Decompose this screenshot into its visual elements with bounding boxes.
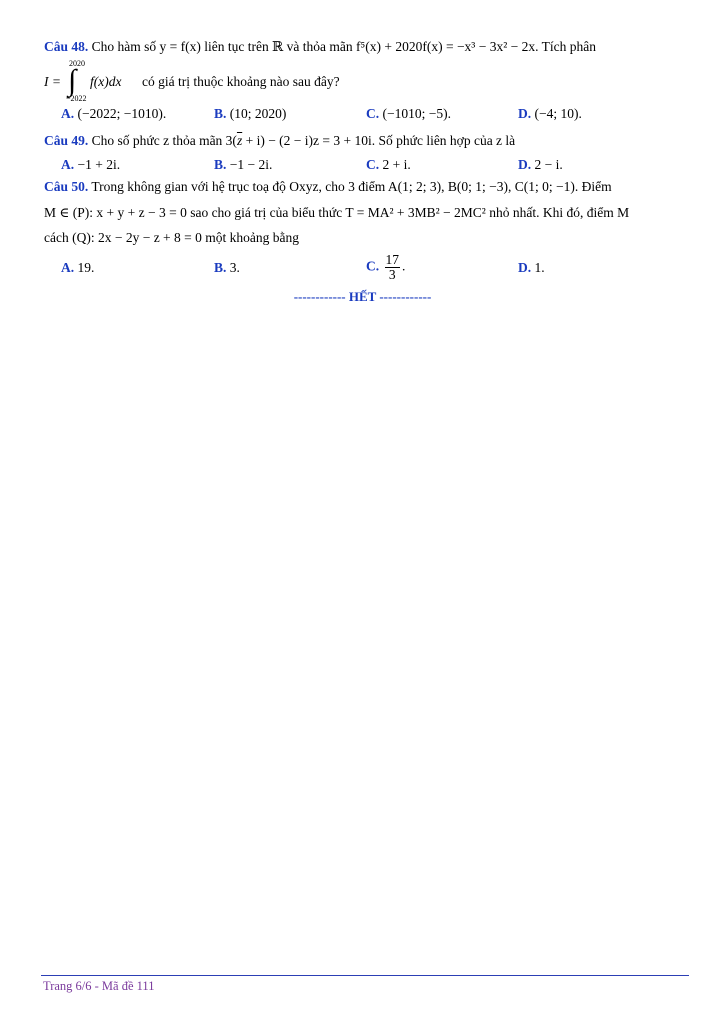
- q48-options: [44, 106, 687, 126]
- q48-option-c: C. (−1010; −5).: [366, 106, 451, 121]
- q50-option-b: B. 3.: [214, 260, 240, 275]
- end-marker: ------------ HẾT ------------: [293, 289, 432, 304]
- q48-option-b: B. (10; 2020): [214, 106, 287, 121]
- q50-option-c: C. $\frac{17}{3}$ .: [366, 252, 406, 282]
- q50-line3: cách (Q): 2x − 2y − z + 8 = 0 một khoảng bằng: [44, 230, 300, 245]
- page-footer: Trang 6/6 - Mã đề 111: [43, 979, 155, 993]
- q48-option-d: D. (−4; 10).: [518, 106, 582, 121]
- q49-text-post: + i) − (2 − i)z = 3 + 10i. Số phức liên hợp của z là: [242, 133, 516, 148]
- q50-label: Câu 50.: [44, 179, 89, 194]
- q49-text-pre: Cho số phức z thỏa mãn 3(: [91, 133, 237, 148]
- footer-divider: [41, 975, 689, 976]
- q48-label: Câu 48.: [44, 39, 89, 54]
- q49-option-b: B. −1 − 2i.: [214, 157, 273, 172]
- q50-line1: [44, 178, 687, 196]
- q49-zbar: $\overline{z}$: [236, 133, 243, 148]
- q48-line1: [44, 38, 687, 56]
- q49-option-a: A. −1 + 2i.: [61, 157, 121, 172]
- q50-text-1: Trong không gian với hệ trục toạ độ Oxyz, cho 3 điểm A(1; 2; 3), B(0; 1; −3), C(1; 0; −1). Điểm: [91, 179, 612, 194]
- integrand: f(x)dx: [90, 74, 122, 89]
- integral-variable: I =: [44, 74, 61, 89]
- q49-option-c: C. 2 + i.: [366, 157, 411, 172]
- integral-upper-limit: 2020: [69, 59, 85, 68]
- fraction: [385, 253, 401, 282]
- integral-sign: ∫: [68, 64, 77, 97]
- q49-line1: [44, 132, 687, 150]
- fraction-denominator: 3: [388, 267, 396, 282]
- fraction-numerator: 17: [385, 252, 399, 267]
- q50-option-a: A. 19.: [61, 260, 95, 275]
- q48-text: Cho hàm số y = f(x) liên tục trên ℝ và thỏa mãn f⁵(x) + 2020f(x) = −x³ − 3x² − 2x. Tích phân: [91, 39, 596, 54]
- q48-question: có giá trị thuộc khoảng nào sau đây?: [142, 74, 340, 89]
- q48-integral: [44, 60, 444, 105]
- q48-option-a: A. (−2022; −1010).: [61, 106, 167, 121]
- q50-option-d: D. 1.: [518, 260, 545, 275]
- q49-label: Câu 49.: [44, 133, 89, 148]
- q50-line2: M ∈ (P): x + y + z − 3 = 0 sao cho giá trị của biểu thức T = MA² + 3MB² − 2MC² nhỏ nhất. Khi đó, điểm M: [44, 205, 630, 220]
- integral-lower-limit: −2022: [66, 94, 87, 103]
- q49-options: [44, 157, 687, 177]
- q50-options: [44, 253, 687, 285]
- q49-option-d: D. 2 − i.: [518, 157, 563, 172]
